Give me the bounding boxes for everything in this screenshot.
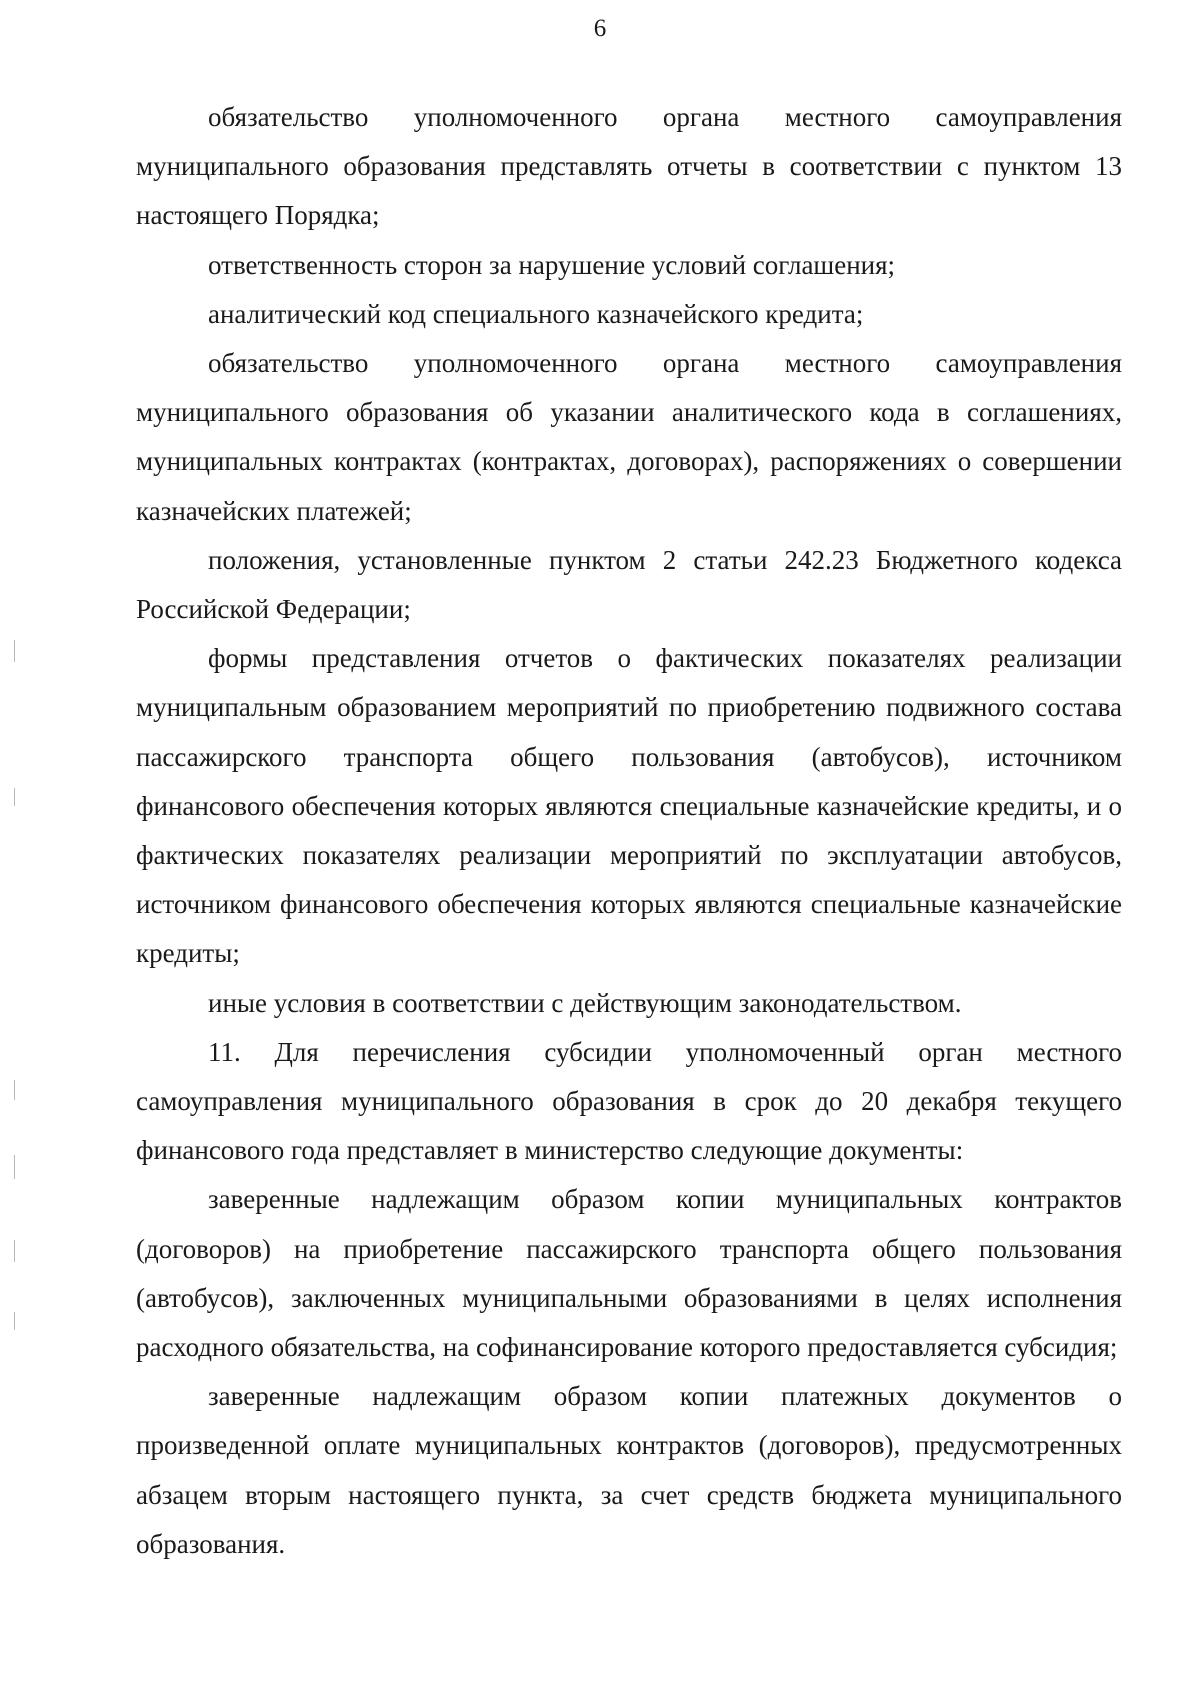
scan-speck [14, 1155, 15, 1179]
paragraph-analytic-code: аналитический код специального казначейского кредита; [208, 298, 864, 329]
paragraph-other-conditions: иные условия в соответствии с действующим законодательством. [208, 987, 962, 1018]
paragraph-item-11: 11. Для перечисления субсидии уполномоченный орган местного самоуправления муниципального образования в срок до 20 декабря текущего финансового года представляет в министерство следующие документы: [136, 1036, 1122, 1166]
paragraph-reporting-obligation: обязательство уполномоченного органа местного самоуправления муниципального образования представлять отчеты в соответствии с пунктом 13 настоящего Порядка; [136, 102, 1122, 231]
paragraph-report-forms: формы представления отчетов о фактических показателях реализации муниципальным образованием мероприятий по приобретению подвижного состава пассажирского транспорта общего пользования (автобусов), источником финансового обеспечения которых являются специальные казначейские кредиты, и о фактических показателях реализации мероприятий по эксплуатации автобусов, источником финансового обеспечения которых являются специальные казначейские кредиты; [136, 643, 1122, 969]
document-body [136, 93, 1122, 1569]
paragraph-contract-copies: заверенные надлежащим образом копии муниципальных контрактов (договоров) на приобретение пассажирского транспорта общего пользования (автобусов), заключенных муниципальными образованиями в целях исполнения расходного обязательства, на софинансирование которого предоставляется субсидия; [136, 1184, 1122, 1363]
scan-speck [14, 1240, 15, 1262]
paragraph-liability: ответственность сторон за нарушение условий соглашения; [208, 249, 896, 280]
scan-speck [14, 640, 15, 662]
scan-speck [14, 1080, 15, 1100]
paragraph-analytic-code-obligation: обязательство уполномоченного органа местного самоуправления муниципального образования об указании аналитического кода в соглашениях, муниципальных контрактах (контрактах, договорах), распоряжениях о совершении казначейских платежей; [136, 348, 1122, 526]
paragraph-budget-code-provisions: положения, установленные пунктом 2 статьи 242.23 Бюджетного кодекса Российской Федерации; [136, 544, 1122, 625]
paragraph-payment-documents: заверенные надлежащим образом копии платежных документов о произведенной оплате муниципальных контрактов (договоров), предусмотренных абзацем вторым настоящего пункта, за счет средств бюджета муниципального образования. [136, 1381, 1122, 1559]
page-number: 6 [593, 15, 607, 42]
scan-speck [14, 788, 15, 806]
scan-speck [14, 1312, 15, 1330]
